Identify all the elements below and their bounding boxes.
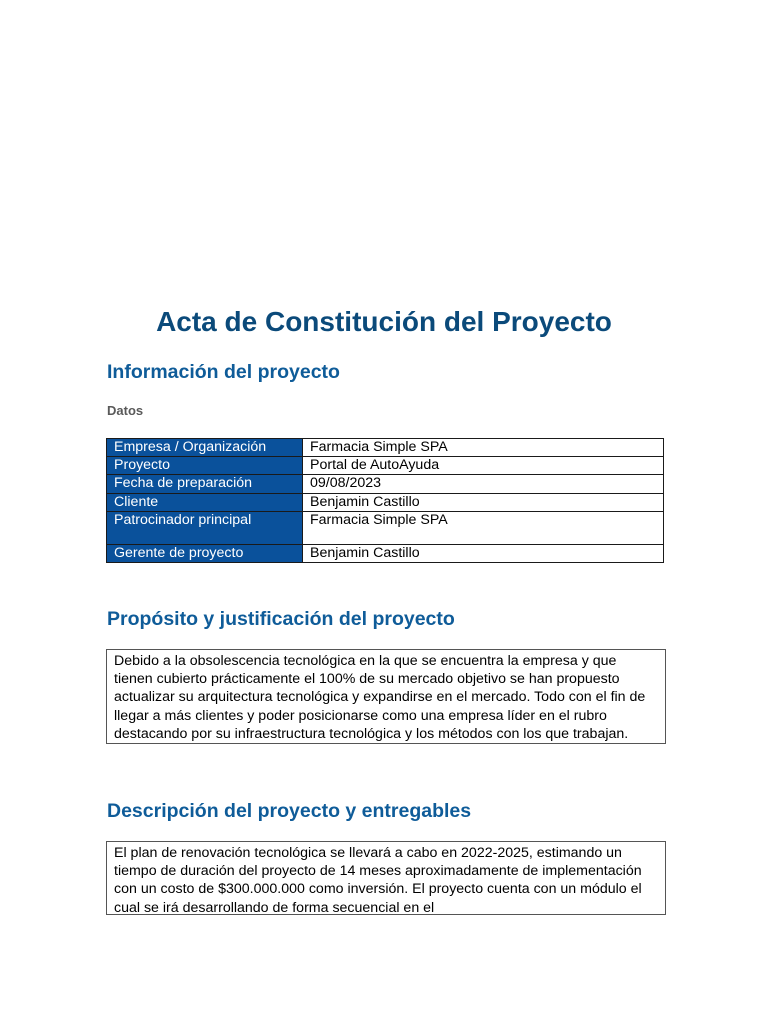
page-title: Acta de Constitución del Proyecto bbox=[156, 306, 612, 337]
table-row bbox=[107, 439, 664, 457]
table-row bbox=[107, 475, 664, 493]
table-row bbox=[107, 457, 664, 475]
description-text-box: El plan de renovación tecnológica se llevará a cabo en 2022-2025, estimando un tiempo de duración del proyecto de 14 meses aproximadamente de implementación con un costo de $300.000.000 como inversión. El proyecto cuenta con un módulo el cual se irá desarrollando de forma secuencial en el bbox=[106, 841, 666, 915]
row-value: 09/08/2023 bbox=[303, 475, 664, 493]
table-row bbox=[107, 511, 664, 544]
row-label: Proyecto bbox=[107, 457, 303, 475]
section-heading-purpose: Propósito y justificación del proyecto bbox=[107, 608, 455, 630]
section-heading-info: Información del proyecto bbox=[107, 361, 340, 383]
row-label: Patrocinador principal bbox=[107, 511, 303, 544]
row-value: Portal de AutoAyuda bbox=[303, 457, 664, 475]
section-subheading-datos: Datos bbox=[107, 403, 144, 418]
row-value: Benjamin Castillo bbox=[303, 493, 664, 511]
row-label: Fecha de preparación bbox=[107, 475, 303, 493]
table-row bbox=[107, 544, 664, 562]
row-value: Farmacia Simple SPA bbox=[303, 439, 664, 457]
row-label: Cliente bbox=[107, 493, 303, 511]
project-info-table bbox=[106, 438, 664, 563]
purpose-text-box: Debido a la obsolescencia tecnológica en la que se encuentra la empresa y que tienen cubierto prácticamente el 100% de su mercado objetivo se han propuesto actualizar su arquitectura tecnológica y expandirse en el mercado. Todo con el fin de llegar a más clientes y poder posicionarse como una empresa líder en el rubro destacando por su infraestructura tecnológica y los métodos con los que trabajan. bbox=[106, 649, 666, 744]
row-label: Gerente de proyecto bbox=[107, 544, 303, 562]
table-row bbox=[107, 493, 664, 511]
row-value: Farmacia Simple SPA bbox=[303, 511, 664, 544]
row-value: Benjamin Castillo bbox=[303, 544, 664, 562]
row-label: Empresa / Organización bbox=[107, 439, 303, 457]
section-heading-description: Descripción del proyecto y entregables bbox=[107, 800, 472, 822]
